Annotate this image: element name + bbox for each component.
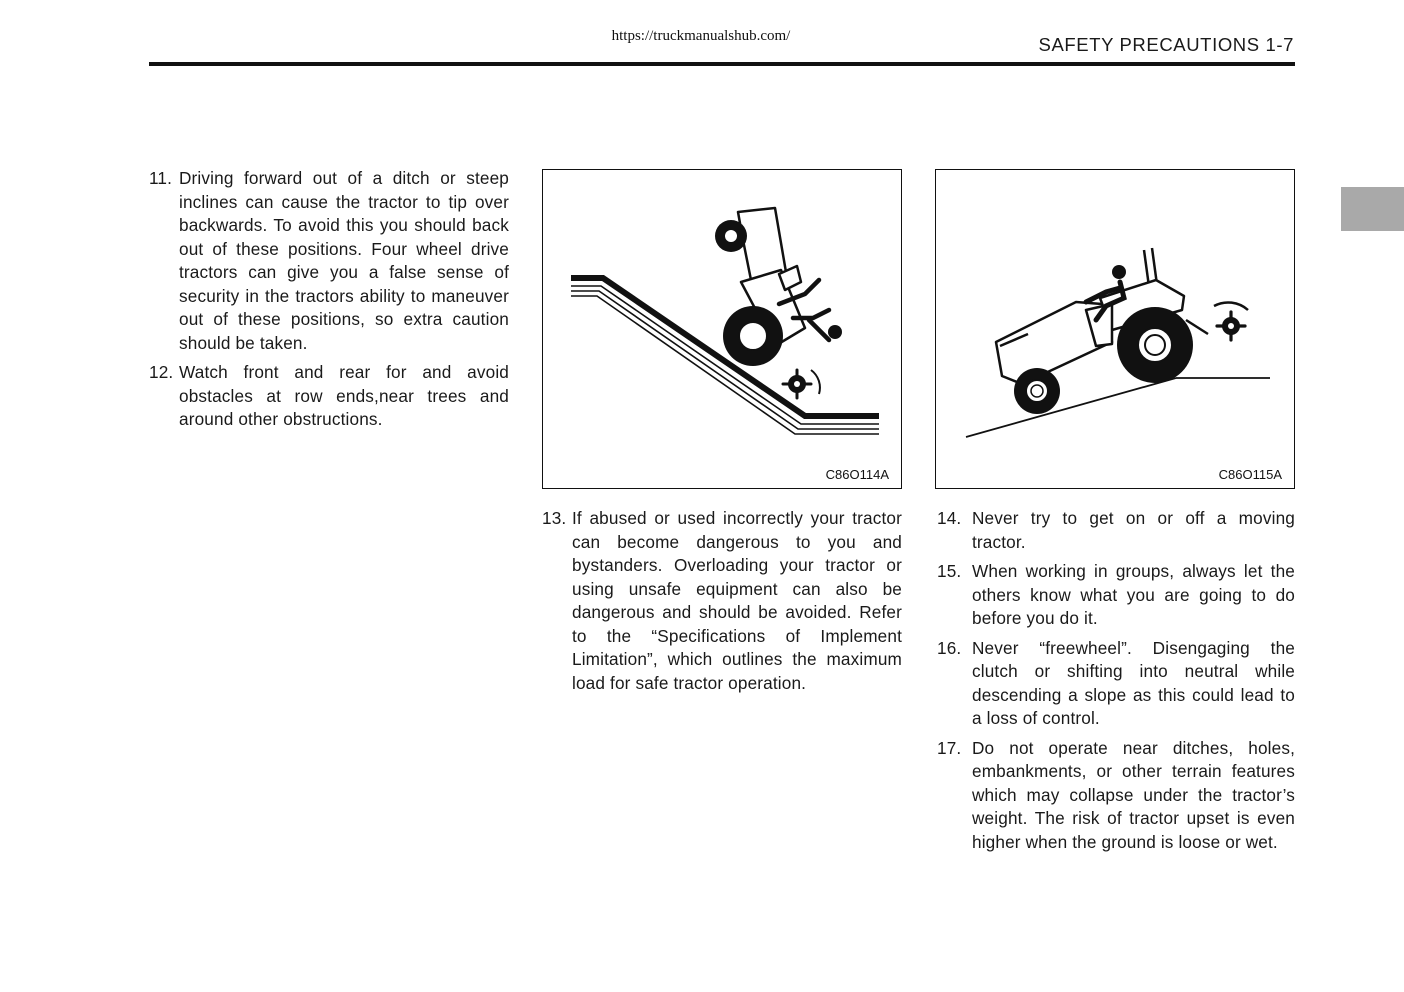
item-text: If abused or used incorrectly your tractor can become dangerous to you and bystanders. Overloading your tractor or using unsafe equipment can also be dangerous and should be avoided. Refer to the “Specifications of Implement Limitation”, which outlines the maximum load for safe tractor operation. bbox=[572, 508, 902, 693]
figure-code: C86O114A bbox=[825, 467, 889, 482]
header-rule bbox=[149, 62, 1295, 66]
figure-tractor-tipping-backward bbox=[542, 169, 902, 489]
precaution-list-column-2 bbox=[542, 507, 902, 701]
list-item bbox=[937, 737, 1295, 855]
list-item bbox=[937, 560, 1295, 631]
tractor-tipping-backward-illustration bbox=[543, 170, 900, 487]
figure-code: C86O115A bbox=[1218, 467, 1282, 482]
item-number: 11. bbox=[149, 168, 173, 188]
list-item bbox=[937, 637, 1295, 731]
item-text: When working in groups, always let the others know what you are going to do before you do it. bbox=[972, 561, 1295, 628]
item-number: 15. bbox=[937, 561, 962, 581]
source-url: https://truckmanualshub.com/ bbox=[611, 28, 791, 44]
item-text: Never “freewheel”. Disengaging the clutch or shifting into neutral while descending a slope as this could lead to a loss of control. bbox=[972, 637, 1295, 728]
chapter-tab-marker bbox=[1341, 187, 1404, 231]
item-number: 16. bbox=[937, 637, 962, 658]
list-item bbox=[149, 167, 509, 355]
tractor-on-slope-illustration bbox=[936, 170, 1293, 487]
item-number: 12. bbox=[149, 362, 174, 382]
item-number: 13. bbox=[542, 508, 567, 528]
item-text: Do not operate near ditches, holes, embankments, or other terrain features which may collapse under the tractor’s weight. The risk of tractor upset is even higher when the ground is loose or wet. bbox=[972, 737, 1295, 852]
list-item bbox=[542, 507, 902, 695]
item-text: Never try to get on or off a moving tractor. bbox=[972, 508, 1295, 552]
figure-tractor-on-slope bbox=[935, 169, 1295, 489]
item-number: 17. bbox=[937, 737, 962, 758]
precaution-list-column-3 bbox=[937, 507, 1295, 860]
precaution-list-column-1 bbox=[149, 167, 509, 438]
list-item bbox=[937, 507, 1295, 554]
item-number: 14. bbox=[937, 508, 962, 528]
item-text: Watch front and rear for and avoid obstacles at row ends,near trees and around other obstructions. bbox=[179, 362, 509, 429]
list-item bbox=[149, 361, 509, 432]
page-header-title: SAFETY PRECAUTIONS 1-7 bbox=[1038, 34, 1294, 55]
item-text: Driving forward out of a ditch or steep inclines can cause the tractor to tip over backwards. To avoid this you should back out of these positions. Four wheel drive tractors can give you a false sense of security in the tractors ability to maneuver out of these positions, so extra caution should be taken. bbox=[179, 168, 509, 353]
